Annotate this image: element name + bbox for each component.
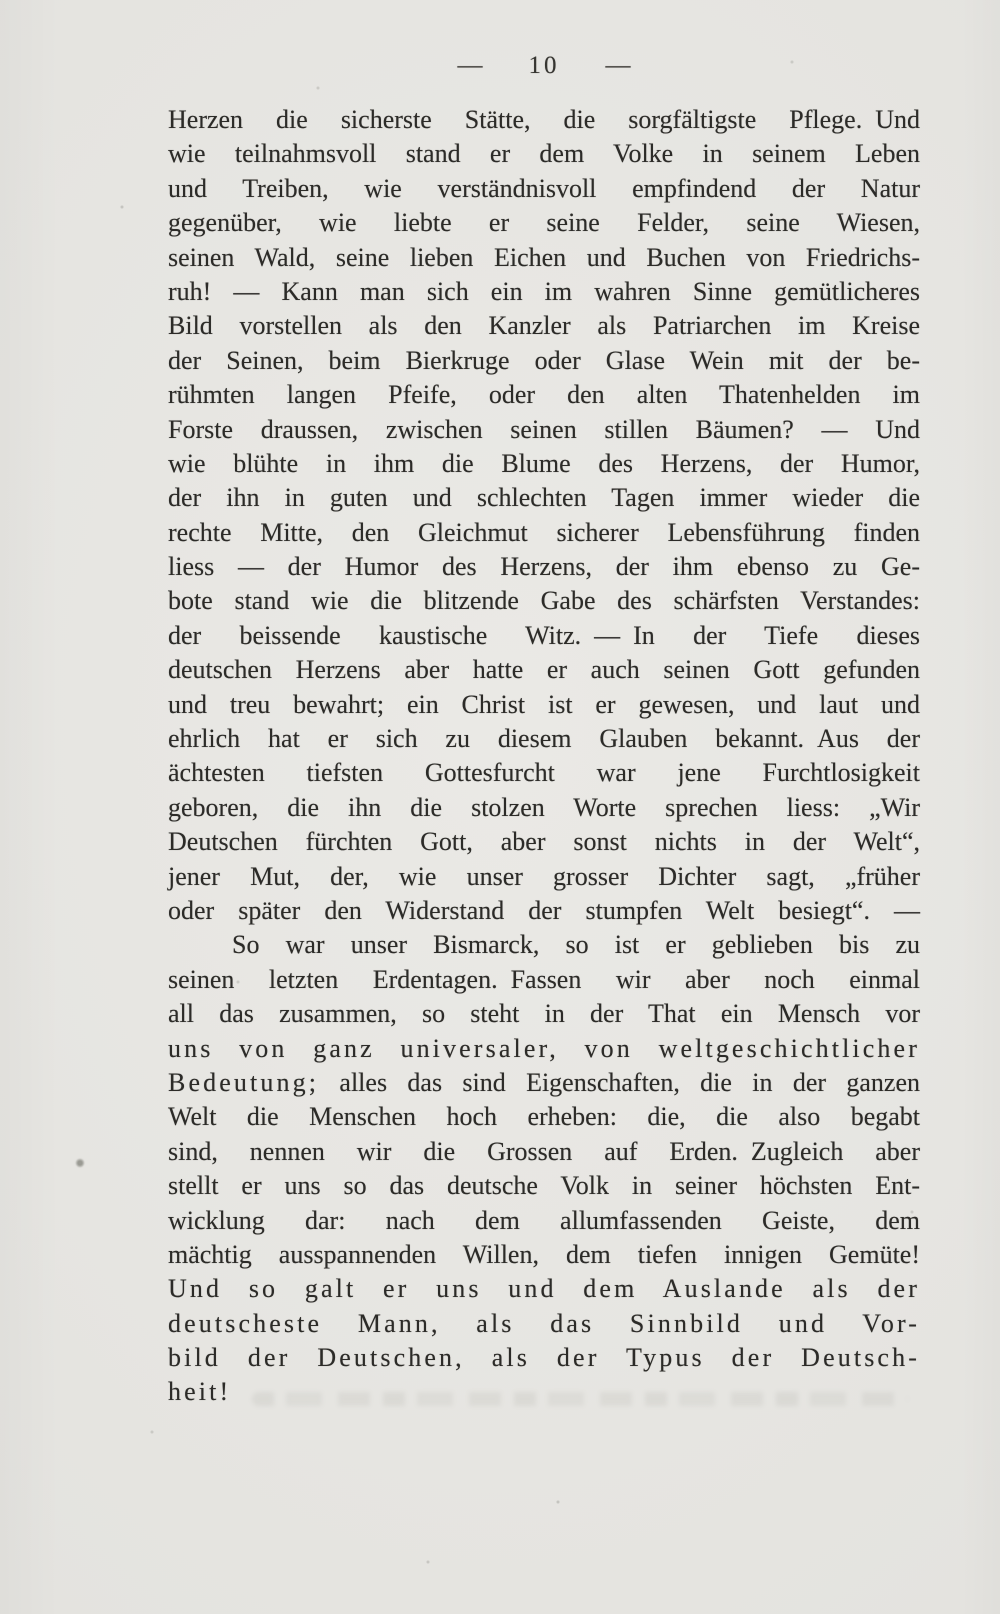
text-line <box>168 1135 920 1169</box>
body-text: So war unser Bismarck, so ist er geblieben bis zu <box>232 930 920 960</box>
text-line <box>168 653 920 687</box>
text-line <box>168 103 920 137</box>
letterspaced-text: heit! <box>168 1377 232 1407</box>
body-text: seinen letzten Erdentagen. Fassen wir aber noch einmal <box>168 964 920 994</box>
text-line <box>168 963 920 997</box>
text-line <box>168 928 920 962</box>
letterspaced-text: Bedeutung; <box>168 1067 320 1097</box>
text-line <box>168 516 920 550</box>
body-text: bote stand wie die blitzende Gabe des schärfsten Verstandes: <box>168 586 920 616</box>
text-line <box>168 344 920 378</box>
text-line <box>168 1066 920 1100</box>
text-line <box>168 275 920 309</box>
body-text: Herzen die sicherste Stätte, die sorgfältigste Pflege. Und <box>168 105 920 134</box>
body-text: und Treiben, wie verständnisvoll empfindend der Natur <box>168 173 920 203</box>
body-text: ruh! — Kann man sich ein im wahren Sinne gemütlicheres <box>168 276 920 306</box>
text-line <box>168 447 920 481</box>
body-text: der ihn in guten und schlechten Tagen immer wieder die <box>168 483 920 513</box>
text-line <box>168 241 920 275</box>
letterspaced-text: Und so galt er uns und dem Auslande als der <box>168 1274 920 1304</box>
ink-showthrough <box>252 1392 908 1406</box>
body-text: Forste draussen, zwischen seinen stillen Bäumen? — Und <box>168 414 920 444</box>
text-line <box>168 1238 920 1272</box>
body-text: sind, nennen wir die Grossen auf Erden. Zugleich aber <box>168 1136 920 1166</box>
body-text: ehrlich hat er sich zu diesem Glauben bekannt. Aus der <box>168 724 920 754</box>
letterspaced-text: bild der Deutschen, als der Typus der Deutsch- <box>168 1343 920 1373</box>
body-text: geboren, die ihn die stolzen Worte sprechen liess: „Wir <box>168 792 920 822</box>
body-text: wicklung dar: nach dem allumfassenden Geiste, dem <box>168 1205 920 1235</box>
body-text: ächtesten tiefsten Gottesfurcht war jene Furchtlosigkeit <box>168 758 920 788</box>
text-line <box>168 860 920 894</box>
body-text: mächtig ausspannenden Willen, dem tiefen innigen Gemüte! <box>168 1239 920 1269</box>
paper-speck <box>76 1159 84 1167</box>
letterspaced-text: uns von ganz universaler, von weltgeschichtlicher <box>168 1033 920 1063</box>
text-line <box>168 1204 920 1238</box>
text-line <box>168 413 920 447</box>
body-text: alles das sind Eigenschaften, die in der ganzen <box>319 1067 920 1097</box>
body-text: gegenüber, wie liebte er seine Felder, seine Wiesen, <box>168 208 920 238</box>
text-line <box>168 584 920 618</box>
text-line <box>168 997 920 1031</box>
text-line <box>168 1169 920 1203</box>
page-number-dash-left: — <box>457 52 483 79</box>
text-line <box>168 756 920 790</box>
body-text: der beissende kaustische Witz. — In der Tiefe dieses <box>168 620 920 650</box>
body-text: jener Mut, der, wie unser grosser Dichter sagt, „früher <box>168 861 920 891</box>
body-text: Bild vorstellen als den Kanzler als Patriarchen im Kreise <box>168 311 920 341</box>
text-line <box>168 206 920 240</box>
text-line <box>168 894 920 928</box>
text-line <box>168 378 920 412</box>
body-text: rühmten langen Pfeife, oder den alten Thatenhelden im <box>168 380 920 410</box>
body-text: all das zusammen, so steht in der That ein Mensch vor <box>168 999 920 1029</box>
text-line <box>168 1032 920 1066</box>
body-text: der Seinen, beim Bierkruge oder Glase Wein mit der be- <box>168 345 920 375</box>
body-text: rechte Mitte, den Gleichmut sicherer Lebensführung finden <box>168 517 920 547</box>
body-text: wie teilnahmsvoll stand er dem Volke in seinem Leben <box>168 139 920 169</box>
body-text: wie blühte in ihm die Blume des Herzens, der Humor, <box>168 448 920 478</box>
page-text-block <box>168 103 920 1410</box>
text-line <box>168 619 920 653</box>
text-line <box>168 550 920 584</box>
body-text: und treu bewahrt; ein Christ ist er gewesen, und laut und <box>168 689 920 719</box>
text-line <box>168 137 920 171</box>
text-line <box>168 1307 920 1341</box>
letterspaced-text: deutscheste Mann, als das Sinnbild und Vor- <box>168 1308 920 1338</box>
page-number-value: 10 <box>528 52 560 79</box>
text-line <box>168 1341 920 1375</box>
body-text: stellt er uns so das deutsche Volk in seiner höchsten Ent- <box>168 1171 920 1201</box>
body-text: deutschen Herzens aber hatte er auch seinen Gott gefunden <box>168 655 920 685</box>
body-text: seinen Wald, seine lieben Eichen und Buchen von Friedrichs- <box>168 242 920 272</box>
body-text: Deutschen fürchten Gott, aber sonst nichts in der Welt“, <box>168 827 920 857</box>
body-text: oder später den Widerstand der stumpfen Welt besiegt“. — <box>168 895 920 925</box>
body-text: liess — der Humor des Herzens, der ihm ebenso zu Ge- <box>168 552 920 582</box>
text-line <box>168 722 920 756</box>
page-number-dash-right: — <box>605 52 631 79</box>
text-line <box>168 791 920 825</box>
page-number <box>168 52 920 80</box>
body-text: Welt die Menschen hoch erheben: die, die also begabt <box>168 1102 920 1132</box>
text-line <box>168 172 920 206</box>
text-line <box>168 309 920 343</box>
text-line <box>168 1272 920 1306</box>
text-line <box>168 481 920 515</box>
text-line <box>168 825 920 859</box>
text-line <box>168 1100 920 1134</box>
text-line <box>168 688 920 722</box>
